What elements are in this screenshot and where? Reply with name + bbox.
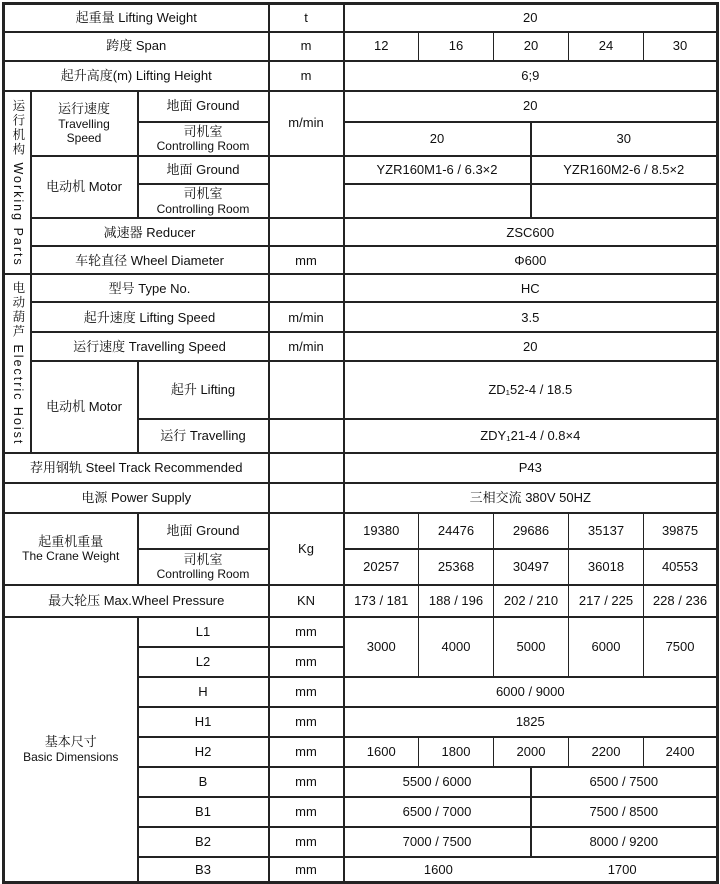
unit-dim-b: mm bbox=[269, 767, 344, 797]
value-wp-motor-controlling-right bbox=[531, 184, 718, 218]
unit-dim-l1: mm bbox=[269, 617, 344, 647]
section-label-working-parts: 运行机构 Working Parts bbox=[4, 91, 31, 275]
unit-wp-motor bbox=[269, 156, 344, 218]
value-dim-b3-right: 1700 bbox=[607, 861, 637, 877]
sublabel-wp-ts-ground-en: Ground bbox=[196, 98, 240, 114]
row-max-wheel-pressure bbox=[4, 585, 718, 617]
sublabel-wp-motor-ground bbox=[138, 156, 269, 184]
section-label-electric-hoist: 电动葫芦 Electric Hoist bbox=[4, 274, 31, 452]
label-hoist-lifting-speed: 起升速度 Lifting Speed bbox=[31, 302, 269, 332]
sublabel-dim-b1: B1 bbox=[138, 797, 269, 827]
unit-power-supply bbox=[269, 483, 344, 513]
row-crane-weight-ground bbox=[4, 513, 718, 549]
sublabel-wp-ts-controlling-zh: 司机室 bbox=[183, 123, 223, 139]
row-hoist-lifting-speed bbox=[4, 302, 718, 332]
label-hoist-travelling-speed: 运行速度 Travelling Speed bbox=[31, 332, 269, 361]
value-span-12: 12 bbox=[344, 32, 419, 61]
value-span-24: 24 bbox=[569, 32, 644, 61]
sublabel-cw-controlling-en: Controlling Room bbox=[156, 567, 250, 582]
unit-wp-travelling-speed: m/min bbox=[269, 91, 344, 156]
unit-reducer bbox=[269, 218, 344, 246]
value-span-30: 30 bbox=[644, 32, 718, 61]
sublabel-cw-ground-en: Ground bbox=[196, 522, 240, 538]
sublabel-dim-h: H bbox=[138, 677, 269, 707]
sublabel-wp-motor-ground-en: Ground bbox=[196, 162, 240, 178]
value-dim-b3-pair bbox=[347, 862, 715, 878]
value-cw-controlling-4: 36018 bbox=[569, 549, 644, 585]
unit-hoist-type bbox=[269, 274, 344, 302]
value-mwp-3: 202 / 210 bbox=[494, 585, 569, 617]
sublabel-wp-motor-ground-zh: 地面 bbox=[166, 162, 193, 178]
unit-dim-h1: mm bbox=[269, 707, 344, 737]
value-dim-h2-3: 2000 bbox=[494, 737, 569, 767]
sublabel-hoist-motor-lifting: 起升 Lifting bbox=[138, 361, 269, 418]
label-steel-track: 荐用钢轨 Steel Track Recommended bbox=[4, 453, 269, 483]
sublabel-hoist-motor-travelling: 运行 Travelling bbox=[138, 419, 269, 453]
unit-hoist-motor-lifting bbox=[269, 361, 344, 418]
value-dim-b3-left: 1600 bbox=[423, 861, 453, 877]
unit-max-wheel-pressure: KN bbox=[269, 585, 344, 617]
value-wp-ts-controlling-right: 30 bbox=[531, 122, 718, 156]
value-dim-l-4: 6000 bbox=[569, 617, 644, 677]
sublabel-dim-b2: B2 bbox=[138, 827, 269, 857]
value-dim-h2-1: 1600 bbox=[344, 737, 419, 767]
row-wp-travelling-ground bbox=[4, 91, 718, 122]
row-reducer bbox=[4, 218, 718, 246]
value-cw-ground-4: 35137 bbox=[569, 513, 644, 549]
value-wp-motor-controlling-left bbox=[344, 184, 531, 218]
unit-dim-h2: mm bbox=[269, 737, 344, 767]
value-dim-b2-left: 7000 / 7500 bbox=[344, 827, 531, 857]
value-dim-h1: 1825 bbox=[344, 707, 718, 737]
unit-dim-b1: mm bbox=[269, 797, 344, 827]
label-wp-travelling-speed-zh: 运行速度 bbox=[57, 100, 110, 116]
label-crane-weight-zh: 起重机重量 bbox=[38, 533, 104, 549]
label-wp-motor: 电动机 Motor bbox=[31, 156, 138, 218]
label-wp-travelling-speed-en: Travelling Speed bbox=[58, 116, 110, 146]
sublabel-dim-l1: L1 bbox=[138, 617, 269, 647]
row-span bbox=[4, 32, 718, 61]
value-hoist-type: HC bbox=[344, 274, 718, 302]
sublabel-dim-h1: H1 bbox=[138, 707, 269, 737]
label-max-wheel-pressure: 最大轮压 Max.Wheel Pressure bbox=[4, 585, 269, 617]
value-lifting-height: 6;9 bbox=[344, 61, 718, 91]
value-reducer: ZSC600 bbox=[344, 218, 718, 246]
row-power-supply bbox=[4, 483, 718, 513]
label-basic-dimensions-zh: 基本尺寸 bbox=[44, 734, 97, 750]
label-wheel-diameter: 车轮直径 Wheel Diameter bbox=[31, 246, 269, 274]
sublabel-cw-controlling bbox=[138, 549, 269, 585]
unit-hoist-motor-travelling bbox=[269, 419, 344, 453]
label-lifting-weight: 起重量 Lifting Weight bbox=[4, 4, 269, 32]
unit-hoist-lifting-speed: m/min bbox=[269, 302, 344, 332]
label-basic-dimensions-en: Basic Dimensions bbox=[23, 750, 119, 765]
value-cw-controlling-1: 20257 bbox=[344, 549, 419, 585]
value-wp-motor-ground-right: YZR160M2-6 / 8.5×2 bbox=[531, 156, 718, 184]
row-wp-motor-ground bbox=[4, 156, 718, 184]
value-hoist-travelling-speed: 20 bbox=[344, 332, 718, 361]
sublabel-cw-ground-zh: 地面 bbox=[166, 522, 193, 538]
sublabel-wp-motor-controlling bbox=[138, 184, 269, 218]
row-hoist-travelling-speed bbox=[4, 332, 718, 361]
value-wp-motor-ground-left: YZR160M1-6 / 6.3×2 bbox=[344, 156, 531, 184]
value-wp-ts-controlling-left: 20 bbox=[344, 122, 531, 156]
unit-dim-b2: mm bbox=[269, 827, 344, 857]
value-steel-track: P43 bbox=[344, 453, 718, 483]
value-wheel-diameter: Φ600 bbox=[344, 246, 718, 274]
label-hoist-motor: 电动机 Motor bbox=[31, 361, 138, 452]
crane-specification-table bbox=[2, 2, 719, 884]
value-hoist-motor-lifting: ZD₁52-4 / 18.5 bbox=[344, 361, 718, 418]
value-dim-h2-4: 2200 bbox=[569, 737, 644, 767]
value-cw-ground-5: 39875 bbox=[644, 513, 718, 549]
row-hoist-motor-lifting bbox=[4, 361, 718, 418]
value-dim-l-2: 4000 bbox=[419, 617, 494, 677]
value-mwp-1: 173 / 181 bbox=[344, 585, 419, 617]
row-hoist-type bbox=[4, 274, 718, 302]
label-reducer: 减速器 Reducer bbox=[31, 218, 269, 246]
value-span-16: 16 bbox=[419, 32, 494, 61]
unit-dim-l2: mm bbox=[269, 647, 344, 677]
sublabel-dim-b: B bbox=[138, 767, 269, 797]
row-wheel-diameter bbox=[4, 246, 718, 274]
value-cw-ground-1: 19380 bbox=[344, 513, 419, 549]
sublabel-cw-ground bbox=[138, 513, 269, 549]
sublabel-wp-motor-controlling-en: Controlling Room bbox=[156, 201, 250, 216]
row-steel-track bbox=[4, 453, 718, 483]
value-dim-l-3: 5000 bbox=[494, 617, 569, 677]
value-cw-ground-2: 24476 bbox=[419, 513, 494, 549]
sublabel-wp-ts-controlling bbox=[138, 122, 269, 156]
value-wp-ts-ground: 20 bbox=[344, 91, 718, 122]
value-mwp-4: 217 / 225 bbox=[569, 585, 644, 617]
value-cw-controlling-5: 40553 bbox=[644, 549, 718, 585]
label-crane-weight bbox=[4, 513, 138, 585]
value-hoist-motor-travelling: ZDY₁21-4 / 0.8×4 bbox=[344, 419, 718, 453]
sublabel-wp-ts-controlling-en: Controlling Room bbox=[156, 139, 250, 154]
row-dim-l1 bbox=[4, 617, 718, 647]
sublabel-dim-h2: H2 bbox=[138, 737, 269, 767]
label-span: 跨度 Span bbox=[4, 32, 269, 61]
sublabel-cw-controlling-zh: 司机室 bbox=[183, 551, 223, 567]
value-lifting-weight: 20 bbox=[344, 4, 718, 32]
unit-hoist-travelling-speed: m/min bbox=[269, 332, 344, 361]
value-power-supply: 三相交流 380V 50HZ bbox=[344, 483, 718, 513]
value-hoist-lifting-speed: 3.5 bbox=[344, 302, 718, 332]
unit-dim-b3: mm bbox=[269, 857, 344, 883]
unit-crane-weight: Kg bbox=[269, 513, 344, 585]
sublabel-dim-l2: L2 bbox=[138, 647, 269, 677]
value-mwp-5: 228 / 236 bbox=[644, 585, 718, 617]
value-dim-b-left: 5500 / 6000 bbox=[344, 767, 531, 797]
label-basic-dimensions bbox=[4, 617, 138, 883]
value-cw-controlling-3: 30497 bbox=[494, 549, 569, 585]
unit-wheel-diameter: mm bbox=[269, 246, 344, 274]
row-lifting-height bbox=[4, 61, 718, 91]
unit-lifting-height: m bbox=[269, 61, 344, 91]
value-dim-b2-right: 8000 / 9200 bbox=[531, 827, 718, 857]
value-dim-b1-left: 6500 / 7000 bbox=[344, 797, 531, 827]
label-wp-travelling-speed bbox=[31, 91, 138, 156]
unit-lifting-weight: t bbox=[269, 4, 344, 32]
value-dim-h2-5: 2400 bbox=[644, 737, 718, 767]
unit-dim-h: mm bbox=[269, 677, 344, 707]
value-cw-ground-3: 29686 bbox=[494, 513, 569, 549]
value-dim-b-right: 6500 / 7500 bbox=[531, 767, 718, 797]
value-cw-controlling-2: 25368 bbox=[419, 549, 494, 585]
label-lifting-height: 起升高度(m) Lifting Height bbox=[4, 61, 269, 91]
label-power-supply: 电源 Power Supply bbox=[4, 483, 269, 513]
label-hoist-type: 型号 Type No. bbox=[31, 274, 269, 302]
sublabel-wp-ts-ground-text: 地面 bbox=[166, 98, 193, 114]
value-span-20: 20 bbox=[494, 32, 569, 61]
value-mwp-2: 188 / 196 bbox=[419, 585, 494, 617]
value-dim-h: 6000 / 9000 bbox=[344, 677, 718, 707]
label-crane-weight-en: The Crane Weight bbox=[22, 549, 120, 564]
unit-steel-track bbox=[269, 453, 344, 483]
value-dim-b3 bbox=[344, 857, 718, 883]
unit-span: m bbox=[269, 32, 344, 61]
value-dim-b1-right: 7500 / 8500 bbox=[531, 797, 718, 827]
value-dim-h2-2: 1800 bbox=[419, 737, 494, 767]
sublabel-dim-b3: B3 bbox=[138, 857, 269, 883]
sublabel-wp-motor-controlling-zh: 司机室 bbox=[183, 185, 223, 201]
value-dim-l-1: 3000 bbox=[344, 617, 419, 677]
row-lifting-weight bbox=[4, 4, 718, 32]
sublabel-wp-ts-ground bbox=[138, 91, 269, 122]
value-dim-l-5: 7500 bbox=[644, 617, 718, 677]
